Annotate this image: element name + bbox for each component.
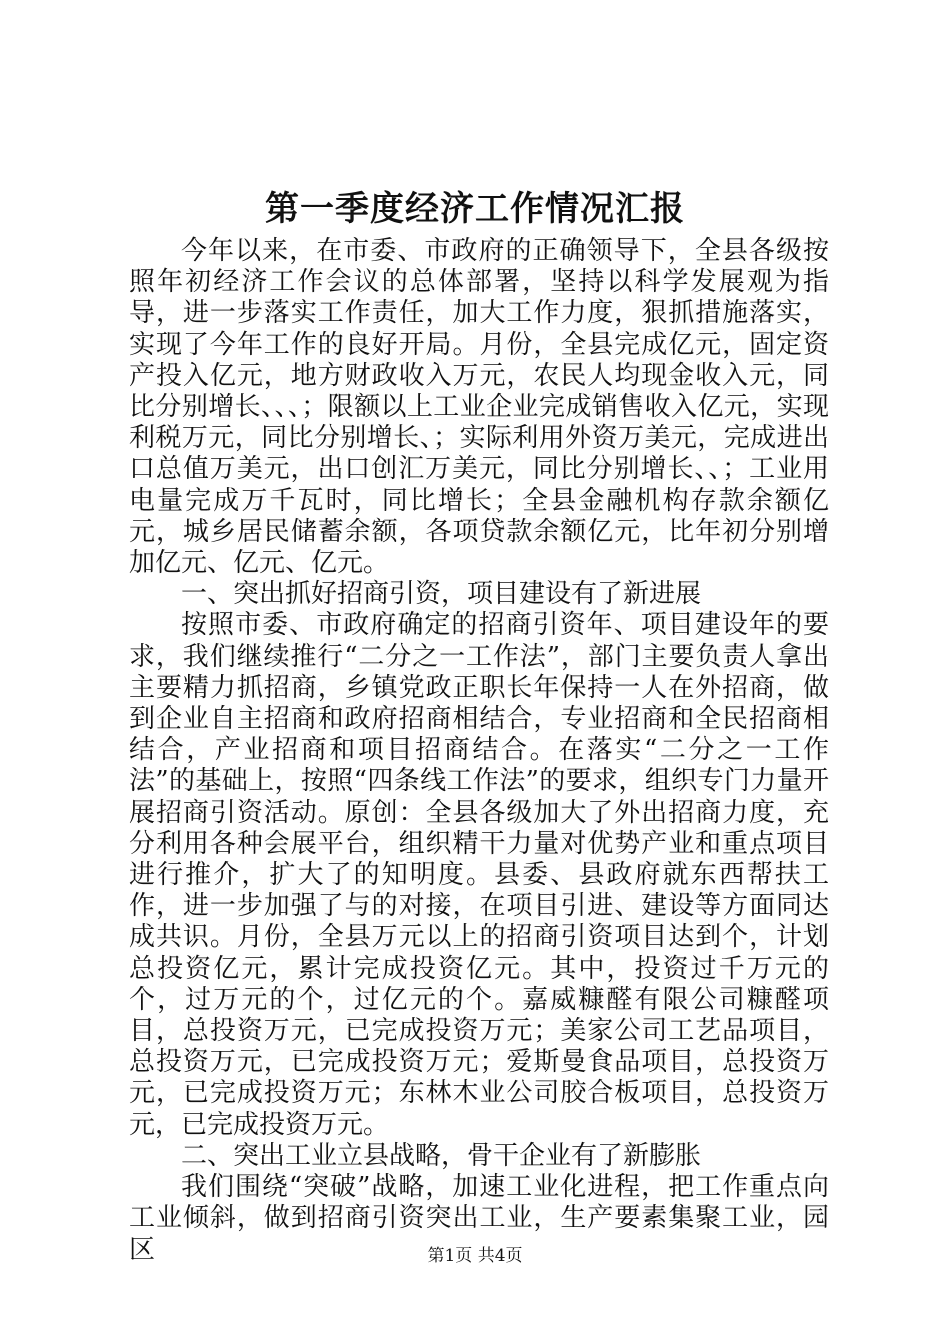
paragraph-intro: 今年以来，在市委、市政府的正确领导下，全县各级按照年初经济工作会议的总体部署，坚持以科学发展观为指导，进一步落实工作责任，加大工作力度，狠抓措施落实，实现了今年工作的良好开局。月份，全县完成亿元，固定资产投入亿元，地方财政收入万元，农民人均现金收入元，同比分别增长、、、；限额以上工业企业完成销售收入亿元，实现利税万元，同比分别增长、；实际利用外资万美元，完成进出口总值万美元，出口创汇万美元，同比分别增长、、；工业用电量完成万千瓦时，同比增长；全县金融机构存款余额亿元，城乡居民储蓄余额，各项贷款余额亿元，比年初分别增加亿元、亿元、亿元。 — [129, 236, 829, 579]
section-heading-1: 一、突出抓好招商引资，项目建设有了新进展 — [181, 579, 702, 610]
paragraph-section-1: 按照市委、市政府确定的招商引资年、项目建设年的要求，我们继续推行“二分之一工作法”，部门主要负责人拿出主要精力抓招商，乡镇党政正职长年保持一人在外招商，做到企业自主招商和政府招商相结合，专业招商和全民招商相结合，产业招商和项目招商结合。在落实“二分之一工作法”的基础上，按照“四条线工作法”的要求，组织专门力量开展招商引资活动。原创：全县各级加大了外出招商力度，充分利用各种会展平台，组织精干力量对优势产业和重点项目进行推介，扩大了的知明度。县委、县政府就东西帮扶工作，进一步加强了与的对接，在项目引进、建设等方面同达成共识。月份，全县万元以上的招商引资项目达到个，计划总投资亿元，累计完成投资亿元。其中，投资过千万元的个，过万元的个，过亿元的个。嘉威糠醛有限公司糠醛项目，总投资万元，已完成投资万元；美家公司工艺品项目，总投资万元，已完成投资万元；爱斯曼食品项目，总投资万元，已完成投资万元；东林木业公司胶合板项目，总投资万元，已完成投资万元。 — [129, 610, 829, 1140]
section-heading-2: 二、突出工业立县战略，骨干企业有了新膨胀 — [181, 1140, 702, 1171]
page-footer: 第1页 共4页 — [427, 1246, 523, 1266]
document-body — [129, 236, 829, 1266]
document-title: 第一季度经济工作情况汇报 — [265, 189, 685, 229]
paragraph-section-2: 我们围绕“突破”战略，加速工业化进程，把工作重点向工业倾斜，做到招商引资突出工业，生产要素集聚工业，园区 — [129, 1172, 829, 1265]
